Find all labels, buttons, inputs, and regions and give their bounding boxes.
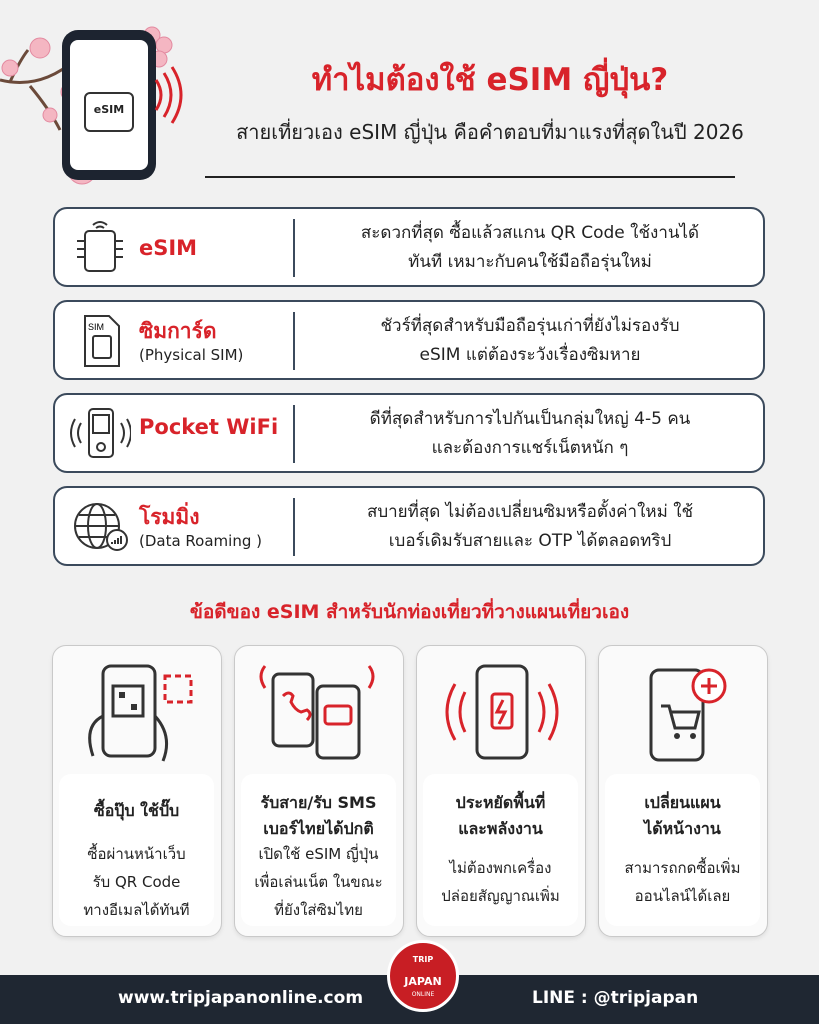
benefit-card-body bbox=[241, 774, 396, 926]
logo-text: JAPAN bbox=[404, 975, 442, 988]
benefit-desc-line: เปิดใช้ eSIM ญี่ปุ่น bbox=[258, 845, 379, 863]
option-desc-line1: ชัวร์ที่สุดสำหรับมือถือรุ่นเก่าที่ยังไม่รองรับ bbox=[380, 316, 680, 336]
benefit-desc-line: ออนไลน์ได้เลย bbox=[634, 887, 731, 905]
dual-phone-icon bbox=[255, 656, 385, 766]
benefit-card-save-power bbox=[416, 645, 586, 937]
divider bbox=[205, 176, 735, 178]
logo-text-top: TRIP bbox=[412, 955, 434, 964]
benefit-card-change-plan bbox=[598, 645, 768, 937]
esim-chip-icon bbox=[69, 217, 131, 279]
option-row-physical-sim bbox=[53, 300, 765, 380]
benefit-desc-line: ปล่อยสัญญาณเพิ่ม bbox=[441, 887, 560, 905]
sim-card-icon bbox=[69, 310, 131, 372]
phone-battery-icon bbox=[437, 656, 567, 766]
esim-chip-label: eSIM bbox=[84, 92, 134, 132]
option-row-roaming bbox=[53, 486, 765, 566]
row-divider bbox=[293, 405, 295, 463]
option-desc-line1: สะดวกที่สุด ซื้อแล้วสแกน QR Code ใช้งานได้ bbox=[360, 223, 700, 243]
line-contact[interactable]: LINE : @tripjapan bbox=[532, 988, 699, 1008]
benefit-desc-line: ที่ยังใส่ซิมไทย bbox=[274, 901, 363, 919]
row-divider bbox=[293, 312, 295, 370]
trip-japan-logo bbox=[387, 940, 459, 1012]
esim-phone-illustration bbox=[62, 30, 156, 180]
benefit-desc-line: เพื่อเล่นเน็ต ในขณะ bbox=[254, 873, 383, 891]
benefit-card-dual-sim bbox=[234, 645, 404, 937]
benefit-card-body bbox=[605, 774, 760, 926]
option-name: ซิมการ์ด bbox=[139, 319, 217, 343]
benefit-title: รับสาย/รับ SMS bbox=[260, 793, 377, 812]
row-divider bbox=[293, 498, 295, 556]
benefit-desc-line: ซื้อผ่านหน้าเว็บ bbox=[87, 845, 186, 863]
sim-card-label: SIM bbox=[88, 322, 105, 332]
page-subtitle: สายเที่ยวเอง eSIM ญี่ปุ่น คือคำตอบที่มาแรงที่สุดในปี 2026 bbox=[236, 120, 744, 144]
benefit-card-body bbox=[423, 774, 578, 926]
benefit-title: ได้หน้างาน bbox=[644, 819, 721, 838]
benefit-desc-line: สามารถกดซื้อเพิ่ม bbox=[624, 859, 741, 877]
option-row-esim bbox=[53, 207, 765, 287]
benefit-title: และพลังงาน bbox=[458, 819, 543, 838]
option-row-pocket-wifi bbox=[53, 393, 765, 473]
website-link[interactable]: www.tripjapanonline.com bbox=[118, 988, 364, 1008]
benefit-title: เบอร์ไทยได้ปกติ bbox=[263, 819, 374, 838]
option-sub: (Physical SIM) bbox=[139, 346, 244, 364]
option-name: eSIM bbox=[139, 236, 198, 260]
benefit-title: ซื้อปุ๊บ ใช้ปั๊บ bbox=[93, 801, 180, 820]
benefit-card-instant bbox=[52, 645, 222, 937]
option-desc-line1: สบายที่สุด ไม่ต้องเปลี่ยนซิมหรือตั้งค่าใหม่ ใช้ bbox=[366, 502, 694, 522]
row-divider bbox=[293, 219, 295, 277]
option-desc-line1: ดีที่สุดสำหรับการไปกันเป็นกลุ่มใหญ่ 4-5 คน bbox=[369, 409, 691, 429]
globe-signal-icon bbox=[69, 496, 131, 558]
option-name: Pocket WiFi bbox=[139, 415, 279, 439]
option-desc-line2: ทันที เหมาะกับคนใช้มือถือรุ่นใหม่ bbox=[408, 252, 652, 272]
option-sub: (Data Roaming ) bbox=[139, 532, 262, 550]
page-title: ทำไมต้องใช้ eSIM ญี่ปุ่น? bbox=[311, 62, 669, 98]
benefits-section-title: ข้อดีของ eSIM สำหรับนักท่องเที่ยวที่วางแผนเที่ยวเอง bbox=[189, 601, 630, 623]
option-desc-line2: และต้องการแชร์เน็ตหนัก ๆ bbox=[431, 438, 629, 458]
benefit-desc-line: รับ QR Code bbox=[92, 873, 181, 891]
benefit-title: ประหยัดพื้นที่ bbox=[455, 793, 546, 812]
benefit-title: เปลี่ยนแผน bbox=[644, 793, 721, 812]
phone-cart-icon bbox=[619, 656, 749, 766]
benefit-desc-line: ทางอีเมลได้ทันที bbox=[83, 901, 190, 919]
option-desc-line2: eSIM แต่ต้องระวังเรื่องซิมหาย bbox=[419, 345, 641, 365]
pocket-wifi-icon bbox=[69, 403, 131, 465]
logo-text-bottom: ONLINE bbox=[411, 991, 435, 998]
option-name: โรมมิ่ง bbox=[139, 505, 200, 529]
signal-waves-icon bbox=[150, 65, 190, 125]
benefit-desc-line: ไม่ต้องพกเครื่อง bbox=[449, 859, 552, 877]
qr-scan-icon bbox=[73, 656, 203, 766]
benefit-card-body bbox=[59, 774, 214, 926]
option-desc-line2: เบอร์เดิมรับสายและ OTP ได้ตลอดทริป bbox=[388, 531, 672, 551]
